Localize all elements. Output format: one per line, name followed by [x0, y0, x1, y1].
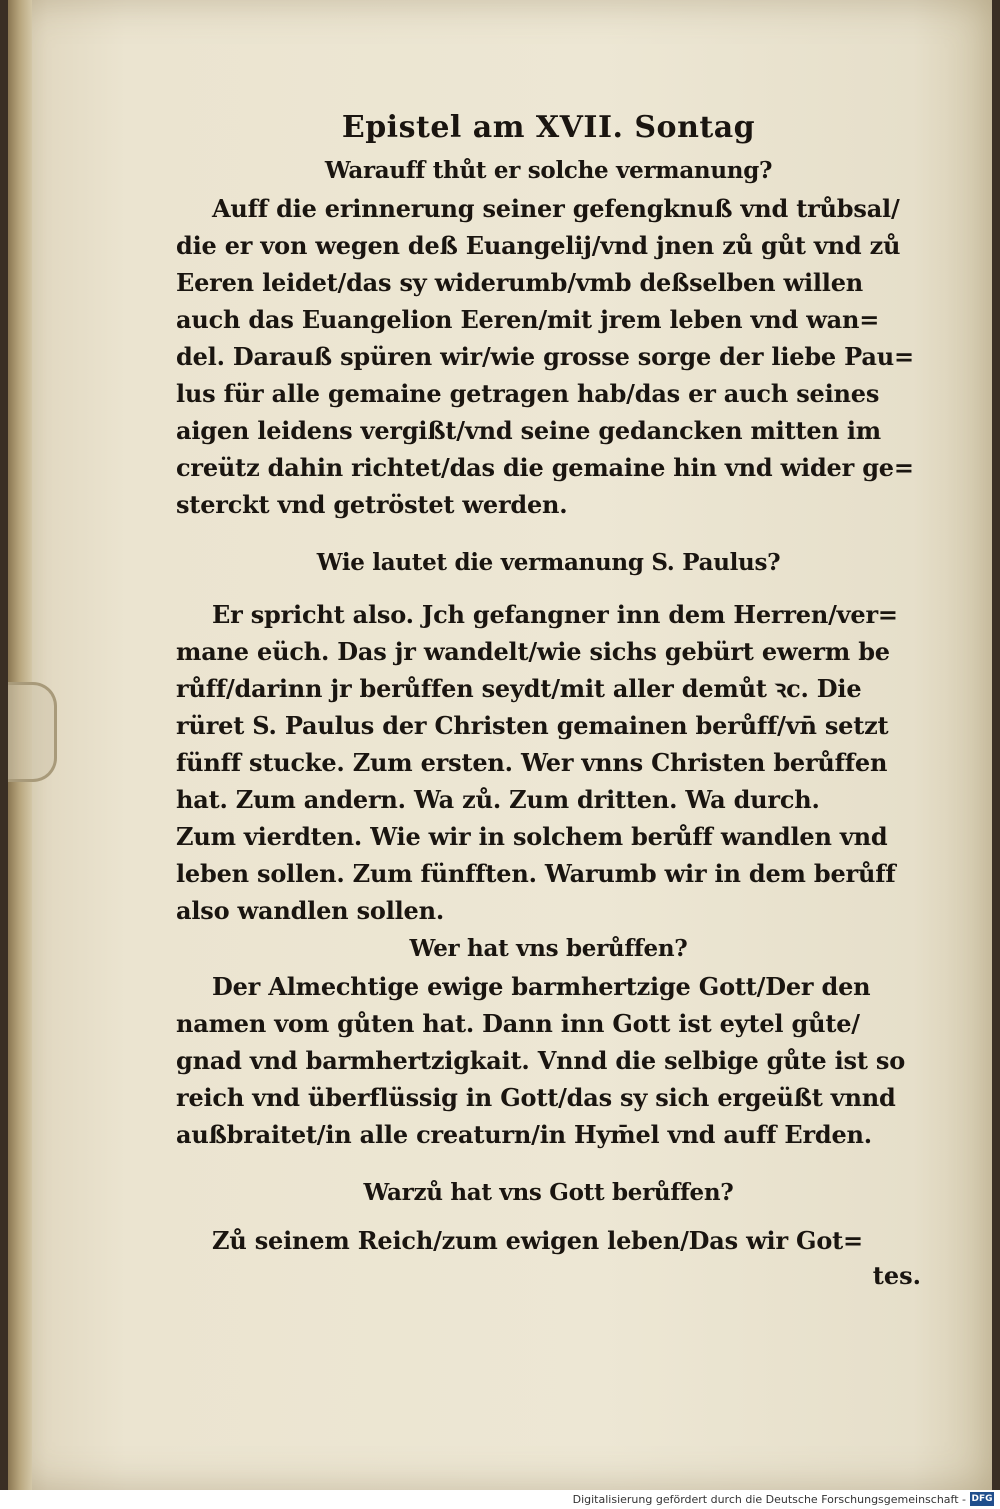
section-question: Wer hat vns berůffen? — [409, 935, 688, 962]
text-line: also wandlen sollen. — [176, 896, 445, 925]
dfg-logo-icon: DFG — [971, 1494, 993, 1504]
text-line: Eeren leidet/das sy widerumb/vmb deßselben willen — [176, 268, 864, 297]
text-line: růff/darinn jr berůffen seydt/mit aller demůt ꝛc. Die — [176, 674, 862, 703]
text-line: Er spricht also. Jch gefangner inn dem Herren/ver= — [212, 600, 898, 629]
page-clip — [8, 682, 57, 782]
text-line: leben sollen. Zum fünfften. Warumb wir in dem berůff — [176, 859, 896, 888]
section-question: Warauff thůt er solche vermanung? — [324, 157, 773, 184]
text-line: aigen leidens vergißt/vnd seine gedancken mitten im — [176, 416, 881, 445]
text-line: creütz dahin richtet/das die gemaine hin vnd wider ge= — [176, 453, 914, 482]
text-line: lus für alle gemaine getragen hab/das er auch seines — [176, 379, 880, 408]
text-line: sterckt vnd getröstet werden. — [176, 490, 568, 519]
section-answer — [176, 596, 921, 929]
text-line: namen vom gůten hat. Dann inn Gott ist eytel gůte/ — [176, 1009, 860, 1038]
page-heading: Epistel am XVII. Sontag — [341, 110, 756, 145]
footer-credit: Digitalisierung gefördert durch die Deutsche Forschungsgemeinschaft - — [572, 1493, 966, 1506]
text-line: mane eüch. Das jr wandelt/wie sichs gebürt ewerm be — [176, 637, 890, 666]
text-line: Zů seinem Reich/zum ewigen leben/Das wir Got= — [212, 1226, 863, 1255]
section-answer — [176, 968, 921, 1153]
text-line: del. Darauß spüren wir/wie grosse sorge der liebe Pau= — [176, 342, 914, 371]
text-line: die er von wegen deß Euangelij/vnd jnen zů gůt vnd zů — [176, 231, 901, 260]
page-text-block — [176, 110, 921, 1293]
text-line: rüret S. Paulus der Christen gemainen berůff/vn̄ setzt — [176, 711, 889, 740]
text-line: fünff stucke. Zum ersten. Wer vnns Christen berůffen — [176, 748, 888, 777]
text-line: Der Almechtige ewige barmhertzige Gott/Der den — [212, 972, 871, 1001]
text-line: Zum vierdten. Wie wir in solchem berůff wandlen vnd — [176, 822, 888, 851]
text-line: Auff die erinnerung seiner gefengknuß vnd trůbsal/ — [212, 194, 900, 223]
catchword: tes. — [872, 1261, 921, 1290]
text-line: außbraitet/in alle creaturn/in Hym̄el vnd auff Erden. — [176, 1120, 872, 1149]
text-line: gnad vnd barmhertzigkait. Vnnd die selbige gůte ist so — [176, 1046, 906, 1075]
text-line: auch das Euangelion Eeren/mit jrem leben vnd wan= — [176, 305, 880, 334]
book-page — [8, 0, 992, 1490]
section-answer — [176, 1222, 921, 1259]
section-question: Wie lautet die vermanung S. Paulus? — [316, 549, 781, 576]
section-question: Warzů hat vns Gott berůffen? — [363, 1179, 734, 1206]
section-answer — [176, 190, 921, 523]
text-line: reich vnd überflüssig in Gott/das sy sich ergeüßt vnnd — [176, 1083, 896, 1112]
text-line: hat. Zum andern. Wa zů. Zum dritten. Wa durch. — [176, 785, 820, 814]
